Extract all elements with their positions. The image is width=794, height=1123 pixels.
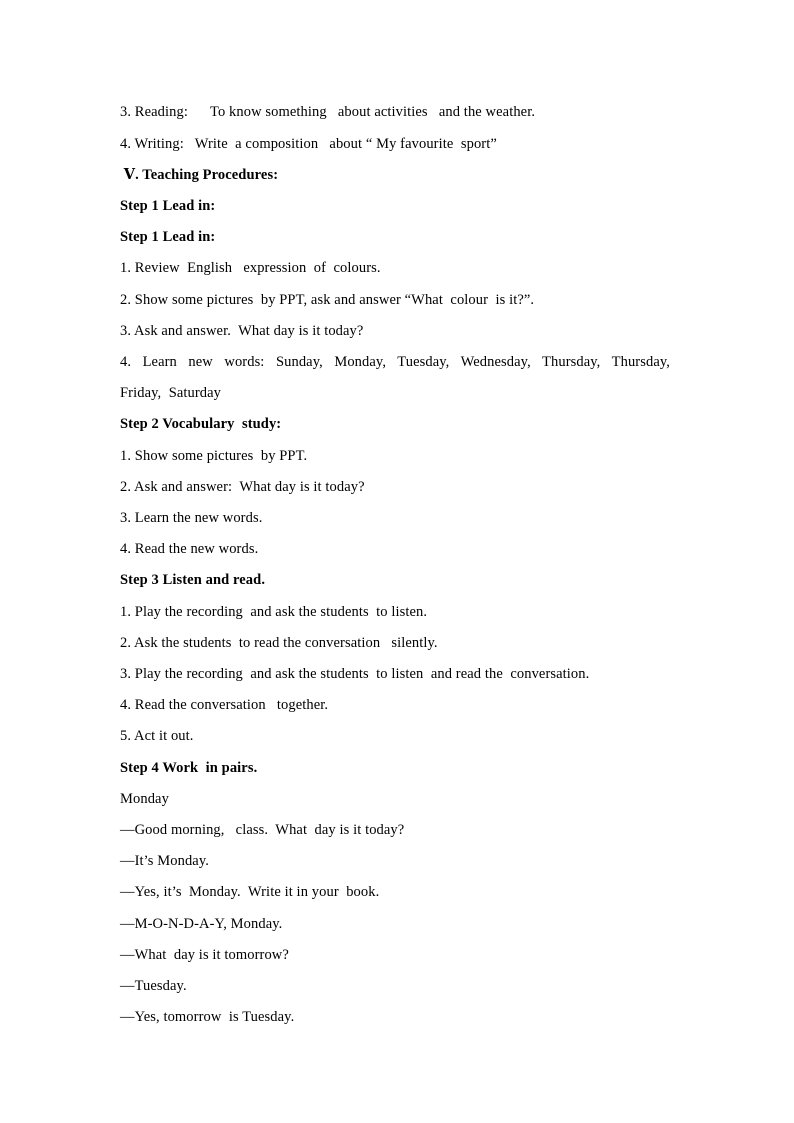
dialogue-line: —Yes, it’s Monday. Write it in your book. [120, 884, 380, 900]
list-item: 2. Show some pictures by PPT, ask and answer “What colour is it?”. [120, 292, 535, 308]
dialogue-line: —M-O-N-D-A-Y, Monday. [120, 916, 283, 932]
objective-writing: 4. Writing: Write a composition about “ My favourite sport” [120, 136, 497, 152]
list-item: 4. Learn new words: Sunday, Monday, Tuesday, Wednesday, Thursday, Thursday, [120, 354, 670, 370]
list-item: 2. Ask the students to read the conversation silently. [120, 635, 438, 651]
step-heading: Step 4 Work in pairs. [120, 760, 258, 776]
dialogue-line: —It’s Monday. [120, 853, 209, 869]
dialogue-line: —What day is it tomorrow? [120, 947, 289, 963]
dialogue-line: —Yes, tomorrow is Tuesday. [120, 1009, 295, 1025]
list-item-continuation: Friday, Saturday [120, 385, 222, 401]
list-item: 3. Ask and answer. What day is it today? [120, 323, 364, 339]
list-item: 2. Ask and answer: What day is it today? [120, 479, 365, 495]
list-item: 1. Play the recording and ask the students to listen. [120, 604, 428, 620]
step-heading: Step 2 Vocabulary study: [120, 416, 282, 432]
list-item: 4. Read the conversation together. [120, 697, 329, 713]
list-item: 1. Show some pictures by PPT. [120, 448, 308, 464]
list-item: 4. Read the new words. [120, 541, 259, 557]
dialogue-line: —Good morning, class. What day is it today? [120, 822, 405, 838]
list-item: 5. Act it out. [120, 728, 194, 744]
step-heading: Step 1 Lead in: [120, 229, 216, 245]
objective-reading: 3. Reading: To know something about activities and the weather. [120, 104, 536, 120]
step-heading: Step 3 Listen and read. [120, 572, 266, 588]
list-item: 3. Learn the new words. [120, 510, 263, 526]
dialogue-title: Monday [120, 791, 169, 807]
section-heading-teaching-procedures: Ⅴ. Teaching Procedures: [120, 167, 279, 183]
dialogue-line: —Tuesday. [120, 978, 187, 994]
list-item: 1. Review English expression of colours. [120, 260, 381, 276]
list-item: 3. Play the recording and ask the students to listen and read the conversation. [120, 666, 590, 682]
step-heading: Step 1 Lead in: [120, 198, 216, 214]
